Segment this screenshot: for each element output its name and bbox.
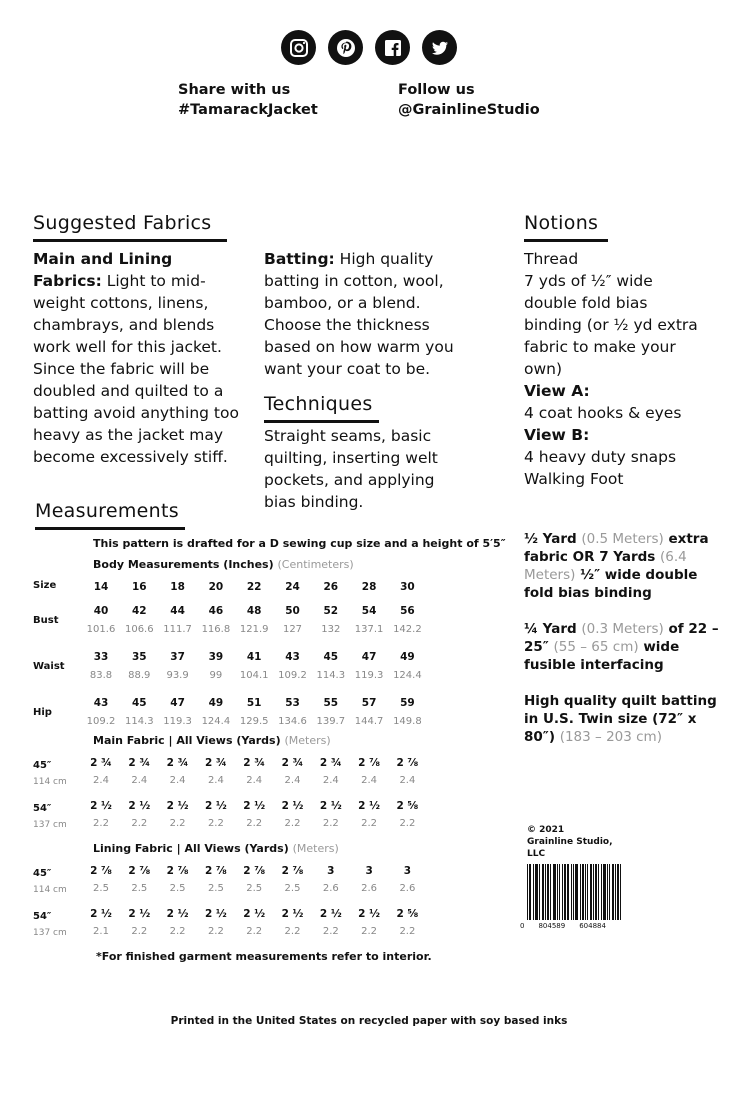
lining-fabric-heading: Lining Fabric | All Views (Yards) (Meters) [93,842,339,855]
size-value: 26 [323,581,339,593]
body-inch-value: 54 [361,605,377,617]
fabric-width-cm: 137 cm [33,928,67,938]
notion-item: Walking Foot [524,470,624,488]
share-block [178,80,318,120]
body-inch-value: 56 [400,605,415,617]
body-cm-value: 139.7 [316,716,346,727]
barcode-bar [550,864,551,920]
size-value: 16 [131,581,147,593]
fabric-meter-value: 2.2 [131,818,148,829]
barcode-bar [542,864,543,920]
barcode-bar [573,864,574,920]
barcode-bar [554,864,555,920]
fabric-meter-value: 2.5 [93,883,109,894]
fabric-meter-value: 2.2 [169,926,186,937]
fabric-meter-value: 2.4 [361,775,378,786]
body-inch-value: 50 [285,605,300,617]
fabric-meter-value: 2.2 [322,818,339,829]
fabric-meter-value: 2.2 [93,818,109,829]
barcode-bar [587,864,588,920]
barcode-bar [617,864,618,920]
body-inch-value: 37 [170,651,185,663]
body-cm-value: 114.3 [316,670,346,681]
body-inch-value: 48 [246,605,262,617]
share-hashtag: #TamarackJacket [178,102,318,118]
body-cm-value: 142.2 [393,624,422,635]
barcode-bar [567,864,568,920]
fabric-meter-value: 2.2 [399,818,416,829]
fabric-meter-value: 2.4 [322,775,339,786]
barcode-bar [577,864,578,920]
body-cm-value: 116.8 [201,624,231,635]
fabric-meter-value: 2.5 [207,883,224,894]
fabric-meter-value: 2.1 [93,926,109,937]
fabric-yard-value: 2 ⅞ [90,865,112,877]
fabric-yard-value: 2 ½ [319,800,342,812]
barcode-number: 0 804589 604884 [520,922,606,930]
fabric-yard-value: 2 ½ [128,800,151,812]
fabric-yard-value: 3 [403,865,412,877]
barcode-bar [545,864,546,920]
fabric-yard-value: 2 ½ [128,908,151,920]
fabric-meter-value: 2.5 [246,883,263,894]
barcode-bar [576,864,577,920]
fabric-yard-value: 2 ⅞ [204,865,227,877]
fabric-meter-value: 2.2 [207,926,224,937]
fabric-yard-value: 2 ¾ [128,757,151,769]
body-cm-value: 106.6 [124,624,154,635]
follow-handle: @GrainlineStudio [398,102,540,118]
barcode [527,864,622,920]
body-cm-value: 124.4 [393,670,422,681]
barcode-bar [553,864,554,920]
fabric-meter-value: 2.4 [284,775,301,786]
body-row-label: Waist [33,661,65,672]
fabric-yard-value: 2 ½ [358,908,381,920]
fabric-width-cm: 114 cm [33,885,67,895]
body-inch-value: 53 [285,697,300,709]
fabric-meter-value: 2.2 [246,818,263,829]
social-icons [281,30,457,65]
fabrics-batting-lead: Batting: [264,250,335,268]
body-cm-value: 121.9 [239,624,269,635]
fabric-meter-value: 2.6 [399,883,416,894]
fabric-yard-value: 2 ⅞ [243,865,266,877]
barcode-bar [571,864,572,920]
fabric-yard-value: 2 ½ [166,908,189,920]
body-cm-value: 129.5 [239,716,269,727]
fabric-yard-value: 2 ⅞ [396,757,419,769]
body-cm-value: 132 [321,624,341,635]
body-cm-value: 109.2 [278,670,307,681]
fabrics-main-lead: Main and Lining Fabrics: [33,250,173,290]
fabrics-main-body: Light to mid-weight cottons, linens, chambrays, and blends work well for this jacket. Since the fabric will be doubled and quilted to a batting avoid anything too heavy as the jacket may become excessively stiff. [33,272,239,466]
barcode-bar [582,864,583,920]
body-inch-value: 44 [170,605,185,617]
fabric-meter-value: 2.2 [131,926,148,937]
fabric-yard-value: 2 ½ [90,908,112,920]
barcode-bar [537,864,538,920]
notion-item: 7 yds of ½″ wide double fold bias binding (or ½ yd extra fabric to make your own) [524,272,698,378]
fabric-meter-value: 2.2 [361,926,378,937]
fabric-yard-value: 2 ¾ [319,757,342,769]
barcode-bar [533,864,534,920]
fabric-meter-value: 2.2 [169,818,186,829]
barcode-bar [530,864,531,920]
body-cm-value: 134.6 [278,716,307,727]
fabric-yard-value: 2 ⅞ [281,865,304,877]
barcode-bar [615,864,616,920]
follow-block [398,80,540,120]
body-inch-value: 43 [93,697,109,709]
barcode-bar [543,864,544,920]
fabric-width-label: 54″ [33,803,52,814]
fabrics-batting-text [264,248,479,380]
size-value: 24 [285,581,300,593]
size-value: 18 [170,581,185,593]
body-inch-value: 35 [131,651,147,663]
notion-item: 4 coat hooks & eyes [524,404,682,422]
fabric-yard-value: 2 ¾ [243,757,266,769]
fabric-width-label: 45″ [33,760,52,771]
fabric-meter-value: 2.2 [284,926,301,937]
barcode-bar [580,864,581,920]
fabric-width-label: 54″ [33,911,52,922]
barcode-bar [527,864,528,920]
barcode-bar [557,864,558,920]
follow-label: Follow us [398,82,475,98]
barcode-bar [536,864,537,920]
body-inch-value: 49 [400,651,415,663]
size-value: 30 [400,581,415,593]
body-cm-value: 119.3 [163,716,192,727]
pattern-note: This pattern is drafted for a D sewing cup size and a height of 5′5″ [93,537,506,550]
fabric-yard-value: 2 ¾ [204,757,227,769]
body-cm-value: 119.3 [354,670,384,681]
techniques-heading: Techniques [264,393,379,423]
twitter-icon[interactable] [422,30,457,65]
body-inch-value: 40 [93,605,109,617]
fabric-yard-value: 2 ½ [90,800,112,812]
fabric-yard-value: 2 ¾ [281,757,304,769]
printed-notice: Printed in the United States on recycled paper with soy based inks [170,1015,568,1027]
body-cm-value: 104.1 [239,670,269,681]
size-value: 28 [361,581,377,593]
notions-heading: Notions [524,212,608,242]
body-cm-value: 111.7 [163,624,192,635]
fabric-yard-value: 2 ⅞ [358,757,381,769]
fabric-meter-value: 2.4 [207,775,224,786]
body-inch-value: 41 [246,651,262,663]
fabric-yard-value: 2 ½ [358,800,381,812]
barcode-bar [575,864,576,920]
fabric-yard-value: 3 [365,865,373,877]
barcode-bar [529,864,530,920]
body-inch-value: 52 [323,605,339,617]
barcode-bar [565,864,566,920]
body-inch-value: 51 [246,697,262,709]
body-cm-value: 144.7 [354,716,384,727]
barcode-bar [613,864,614,920]
main-fabric-heading: Main Fabric | All Views (Yards) (Meters) [93,734,331,747]
body-row-label: Bust [33,615,59,626]
fabric-meter-value: 2.5 [284,883,301,894]
body-cm-value: 137.1 [354,624,384,635]
fabric-meter-value: 2.4 [246,775,263,786]
fabric-yard-value: 2 ¾ [90,757,112,769]
body-inch-value: 33 [93,651,109,663]
barcode-bar [562,864,563,920]
notion-item: 4 heavy duty snaps [524,448,677,466]
barcode-bar [601,864,602,920]
body-inch-value: 39 [208,651,224,663]
size-value: 20 [208,581,224,593]
barcode-bar [609,864,610,920]
barcode-bar [595,864,596,920]
extra-fabric-requirement: ½ Yard (0.5 Meters) extra fabric OR 7 Yards (6.4 Meters) ½″ wide double fold bias binding [524,531,709,601]
body-cm-value: 101.6 [86,624,116,635]
body-inch-value: 46 [208,605,224,617]
fabric-meter-value: 2.2 [322,926,339,937]
fabric-yard-value: 2 ¾ [166,757,189,769]
body-inch-value: 57 [361,697,377,709]
fabric-yard-value: 2 ½ [243,908,266,920]
body-cm-value: 124.4 [201,716,231,727]
body-cm-value: 127 [282,624,303,635]
fabric-yard-value: 2 ½ [243,800,266,812]
barcode-bar [596,864,597,920]
body-inch-value: 47 [361,651,377,663]
barcode-bar [612,864,613,920]
body-inch-value: 43 [285,651,300,663]
barcode-bar [583,864,584,920]
body-measurements-heading: Body Measurements (Inches) (Centimeters) [93,558,354,571]
size-value: 22 [246,581,262,593]
barcode-bar [620,864,621,920]
pinterest-icon[interactable] [328,30,363,65]
barcode-bar [535,864,536,920]
batting-requirement: High quality quilt batting in U.S. Twin size (72″ x 80″) (183 – 203 cm) [524,693,717,745]
body-inch-value: 49 [208,697,224,709]
interfacing-requirement: ¼ Yard (0.3 Meters) of 22 – 25″ (55 – 65 cm) wide fusible interfacing [524,621,719,673]
notion-item: View B: [524,426,590,444]
fabric-yard-value: 2 ⅝ [396,800,419,812]
instagram-icon[interactable] [281,30,316,65]
fabric-yard-value: 2 ½ [166,800,189,812]
footnote: *For finished garment measurements refer to interior. [96,950,432,963]
body-cm-value: 109.2 [86,716,116,727]
barcode-bar [585,864,586,920]
fabric-meter-value: 2.2 [246,926,263,937]
fabrics-heading: Suggested Fabrics [33,212,227,242]
fabric-meter-value: 2.4 [93,775,109,786]
barcode-bar [593,864,594,920]
notions-list [524,248,704,490]
size-value: 14 [93,581,109,593]
barcode-bar [590,864,591,920]
body-inch-value: 55 [323,697,339,709]
body-row-label: Hip [33,707,52,718]
barcode-bar [598,864,599,920]
fabric-meter-value: 2.6 [361,883,378,894]
fabric-yard-value: 2 ⅞ [128,865,151,877]
barcode-bar [547,864,548,920]
fabric-yard-value: 2 ½ [204,800,227,812]
fabric-yard-value: 2 ½ [281,908,304,920]
facebook-icon[interactable] [375,30,410,65]
fabric-meter-value: 2.5 [131,883,148,894]
fabric-meter-value: 2.6 [322,883,339,894]
body-cm-value: 99 [209,670,223,681]
body-inch-value: 45 [323,651,339,663]
barcode-bar [564,864,565,920]
barcode-bar [559,864,560,920]
fabric-yard-value: 2 ⅞ [166,865,189,877]
barcode-bar [607,864,608,920]
fabric-meter-value: 2.4 [169,775,186,786]
fabric-meter-value: 2.2 [361,818,378,829]
fabrics-batting-body: High quality batting in cotton, wool, bamboo, or a blend. Choose the thickness based on how warm you want your coat to be. [264,250,454,378]
measurements-heading: Measurements [35,500,185,530]
body-cm-value: 149.8 [393,716,422,727]
body-cm-value: 83.8 [89,670,113,681]
fabric-meter-value: 2.2 [284,818,301,829]
fabric-width-cm: 114 cm [33,777,67,787]
techniques-text: Straight seams, basic quilting, inserting welt pockets, and applying bias binding. [264,427,438,511]
fabric-meter-value: 2.5 [169,883,186,894]
barcode-bar [568,864,569,920]
fabric-width-label: 45″ [33,868,52,879]
fabrics-main-text [33,248,243,468]
body-inch-value: 59 [400,697,415,709]
copyright: © 2021 Grainline Studio, LLC [527,825,613,859]
barcode-bar [539,864,540,920]
body-inch-value: 47 [170,697,185,709]
fabric-yard-value: 3 [327,865,335,877]
fabric-yard-value: 2 ½ [319,908,342,920]
fabric-meter-value: 2.2 [399,926,416,937]
barcode-bar [603,864,604,920]
barcode-bar [618,864,619,920]
notion-item: Thread [524,250,579,268]
size-label: Size [33,580,57,591]
fabric-meter-value: 2.4 [131,775,148,786]
body-cm-value: 88.9 [128,670,151,681]
body-cm-value: 114.3 [124,716,154,727]
share-label: Share with us [178,82,291,98]
fabric-yard-value: 2 ½ [204,908,227,920]
fabric-yard-value: 2 ½ [281,800,304,812]
body-cm-value: 93.9 [166,670,189,681]
fabric-yard-value: 2 ⅝ [396,908,419,920]
fabric-meter-value: 2.2 [207,818,224,829]
fabric-width-cm: 137 cm [33,820,67,830]
barcode-bar [605,864,606,920]
notion-item: View A: [524,382,590,400]
body-inch-value: 42 [131,605,147,617]
fabric-meter-value: 2.4 [399,775,416,786]
barcode-bar [591,864,592,920]
barcode-bar [555,864,556,920]
barcode-bar [548,864,549,920]
body-inch-value: 45 [131,697,147,709]
barcode-bar [604,864,605,920]
